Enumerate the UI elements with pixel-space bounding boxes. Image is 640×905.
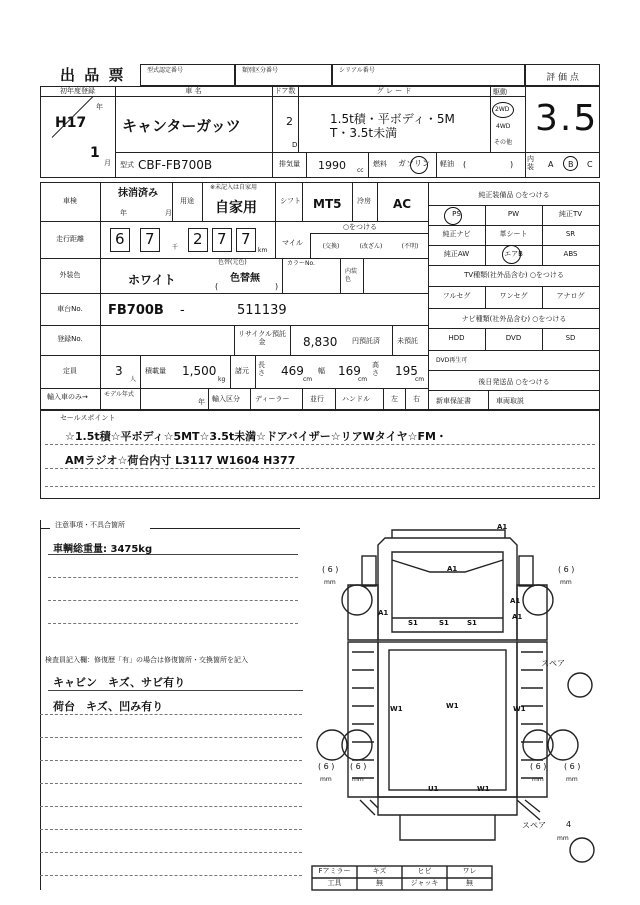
model-code: CBF-FB700B: [138, 158, 213, 172]
import-parallel: 並行: [310, 395, 324, 403]
drive-4wd: 4WD: [496, 123, 511, 130]
handle-label: ハンドル: [342, 395, 370, 403]
model-year-unit: 年: [198, 398, 205, 406]
reg-no-label: 登録No.: [57, 335, 83, 343]
damage-mark: W1: [477, 785, 490, 793]
notes-label: 注意事項・不具合箇所: [55, 521, 125, 529]
month-suffix: 月: [104, 159, 111, 167]
spare-size-bottom: 4: [566, 820, 572, 829]
fuel-gasoline: ガソリン: [398, 159, 430, 168]
legend-value: ジャッキ: [410, 879, 439, 887]
recycle-unpaid: 未預託: [397, 337, 418, 345]
tv-type-item: アナログ: [556, 292, 585, 300]
model-year-label: モデル年式: [104, 391, 134, 398]
tire-size: ( 6 ): [564, 762, 581, 771]
tire-unit: mm: [320, 776, 332, 783]
tire-size: ( 6 ): [350, 762, 367, 771]
legend-value: 無: [466, 879, 473, 887]
color-paren-close: ): [275, 282, 279, 291]
damage-mark: W1: [446, 702, 459, 710]
grade-line-1: 1.5t積・平ボディ・5M: [330, 112, 455, 126]
interior-c: C: [587, 160, 593, 169]
vehicle-name: キャンターガッツ: [122, 117, 241, 135]
load-label: 積載量: [145, 367, 166, 375]
serial-label: シリアル番号: [339, 67, 375, 74]
equipment-item: PW: [507, 210, 520, 218]
tire-size: ( 6 ): [558, 565, 575, 574]
damage-mark: S1: [408, 619, 418, 627]
sales-point-label: セールスポイント: [60, 414, 116, 422]
displacement-value: 1990: [318, 159, 346, 172]
grade-score-label: 評 価 点: [546, 73, 579, 83]
inspector-line-2: 荷台 キズ、凹み有り: [53, 700, 164, 713]
damage-mark: W1: [513, 705, 526, 713]
tv-type-item: フルセグ: [442, 292, 471, 300]
door-unit: D: [292, 141, 298, 149]
km-unit: km: [258, 247, 268, 254]
capacity-label: 定員: [63, 367, 77, 375]
interior-color-label: 内装色: [345, 268, 358, 283]
equipment-item: SR: [565, 230, 576, 238]
damage-mark: U1: [428, 785, 439, 793]
first-reg-year: H17: [55, 115, 87, 131]
tire-unit: mm: [352, 776, 364, 783]
legend-header: キズ: [372, 867, 387, 875]
spare-label-top: スペア: [541, 659, 565, 668]
later-title: 後日発送品 ○をつける: [478, 378, 550, 386]
type-cert-label: 型式認定番号: [147, 67, 184, 74]
capacity-unit: 人: [130, 376, 137, 383]
color-code-label: カラーNo.: [287, 260, 315, 267]
import-class-label: 輸入区分: [212, 395, 240, 403]
mileage-unknown: (不明): [401, 243, 419, 250]
class-label: 類別区分番号: [242, 67, 279, 74]
mileage-digit: 7: [241, 230, 251, 248]
tire-unit: mm: [324, 579, 336, 586]
tire-size: ( 6 ): [322, 565, 339, 574]
drive-2wd: 2WD: [495, 106, 510, 113]
length-label: 長さ: [258, 361, 265, 377]
tv-type-item: ワンセグ: [499, 292, 528, 300]
height-unit: cm: [415, 376, 425, 383]
grade-score: 3.5: [535, 98, 599, 139]
year-suffix: 年: [96, 103, 103, 111]
navi-type-item: HDD: [448, 334, 465, 342]
inspector-label: 検査員記入欄：修復歴「有」の場合は修復箇所・交換箇所を記入: [45, 656, 248, 664]
first-reg-label: 初年度登録: [60, 87, 95, 95]
import-label: 輸入車のみ→: [47, 393, 88, 401]
drive-other: その他: [494, 139, 513, 146]
capacity-value: 3: [115, 364, 123, 378]
first-reg-month: 1: [90, 145, 100, 161]
tire-size: ( 6 ): [318, 762, 335, 771]
equipment-item: 純正AW: [443, 250, 470, 258]
import-dealer: ディーラー: [255, 395, 290, 403]
exterior-label: 外装色: [59, 271, 81, 279]
mileage-label: 走行距離: [56, 235, 84, 243]
sales-point-line-1: ☆1.5t積☆平ボディ☆5MT☆3.5t未満☆ドアバイザー☆リアWタイヤ☆FM・: [65, 430, 447, 443]
legend-header: ワレ: [462, 867, 477, 875]
tire-unit: mm: [560, 579, 572, 586]
height-label: 高さ: [372, 361, 379, 377]
damage-mark: A1: [512, 613, 523, 621]
shaken-value: 抹消済み: [118, 188, 158, 199]
equipment-item: ABS: [563, 250, 578, 258]
color-change-label: 色替(元色): [218, 259, 247, 266]
width-label: 幅: [318, 367, 325, 375]
drive-label: 駆動: [493, 88, 507, 96]
shaken-month-label: 月: [165, 209, 172, 217]
handle-left: 左: [391, 395, 398, 403]
equipment-item: PS: [452, 210, 461, 218]
mileage-digit: 6: [115, 230, 125, 248]
tire-unit: mm: [566, 776, 578, 783]
equipment-item: 革シート: [499, 230, 528, 238]
usage-label: 用途: [180, 197, 194, 205]
mileage-digit: 2: [193, 230, 203, 248]
sales-point-line-2: AMラジオ☆荷台内寸 L3117 W1604 H377: [65, 454, 296, 467]
damage-mark: A1: [497, 523, 508, 531]
damage-mark: A1: [378, 609, 389, 617]
tire-unit: mm: [532, 776, 544, 783]
interior-b: B: [568, 160, 574, 169]
inspector-line-1: キャビン キズ、サビ有り: [53, 676, 186, 689]
own-note: ※未記入は自家用: [210, 184, 258, 191]
mileage-digit: 7: [145, 230, 155, 248]
equipment-item: 純正TV: [558, 210, 583, 218]
shift-value: MT5: [313, 197, 342, 211]
length-value: 469: [281, 364, 304, 378]
width-value: 169: [338, 364, 361, 378]
legend-value: 工具: [327, 879, 342, 887]
recycle-unit: 円預託済: [352, 337, 380, 345]
load-value: 1,500: [182, 364, 217, 378]
handle-right: 右: [413, 395, 420, 403]
load-unit: kg: [218, 376, 226, 383]
grade-label: グ レ ー ド: [376, 87, 412, 95]
shaken-year-label: 年: [120, 209, 127, 217]
model-label: 型式: [120, 161, 134, 169]
damage-mark: S1: [439, 619, 449, 627]
legend-value: 無: [376, 879, 383, 887]
chassis-dash: -: [180, 303, 185, 318]
damage-mark: W1: [390, 705, 403, 713]
door-count: 2: [286, 115, 293, 128]
dims-label: 諸元: [235, 367, 249, 375]
cc-unit: cc: [357, 167, 364, 174]
dvd-playback-label: DVD再生可: [436, 357, 468, 364]
width-unit: cm: [358, 376, 368, 383]
mileage-altered: (改ざん): [359, 243, 383, 250]
exterior-color: ホワイト: [128, 273, 176, 287]
mileage-digit: 7: [217, 230, 227, 248]
color-change-value: 色替無: [230, 273, 260, 284]
equipment-title: 純正装備品 ○をつける: [478, 191, 550, 199]
shift-label: シフト: [280, 197, 301, 205]
thousand-mark: 千: [172, 244, 179, 251]
navi-type-item: DVD: [505, 334, 522, 342]
mileage-circle-label: ○をつける: [342, 223, 378, 231]
recycle-value: 8,830: [303, 335, 338, 349]
chassis-prefix: FB700B: [108, 303, 164, 318]
ac-value: AC: [393, 197, 412, 211]
recycle-label: リサイクル預託金: [237, 330, 287, 346]
fuel-paren-close: ): [510, 160, 514, 169]
fuel-label: 燃料: [373, 160, 387, 168]
doors-label: ドア数: [274, 87, 296, 95]
length-unit: cm: [303, 376, 313, 383]
grade-line-2: T・3.5t未満: [330, 126, 398, 140]
interior-a: A: [548, 160, 554, 169]
vehicle-manual: 車両取説: [496, 397, 524, 405]
height-value: 195: [395, 364, 418, 378]
chassis-number: 511139: [237, 303, 287, 318]
navi-type-item: SD: [565, 334, 576, 342]
tv-title: TV種類(社外品含む) ○をつける: [464, 271, 564, 279]
damage-mark: A1: [447, 565, 458, 573]
legend-header: ヒビ: [417, 867, 432, 875]
fuel-diesel: 軽油: [440, 160, 454, 168]
name-label: 車 名: [185, 87, 202, 95]
equipment-item: 純正ナビ: [442, 230, 471, 238]
legend-header: Fアミラー: [318, 867, 351, 875]
tire-size: ( 6 ): [530, 762, 547, 771]
page-title: 出 品 票: [60, 66, 126, 84]
gross-vehicle-weight: 車輌総重量: 3475kg: [53, 544, 153, 555]
ac-label: 冷房: [357, 197, 371, 205]
spare-label-bottom: スペア: [522, 821, 546, 830]
spare-unit: mm: [557, 835, 569, 842]
shaken-label: 車検: [63, 197, 77, 205]
navi-title: ナビ種類(社外品含む) ○をつける: [461, 315, 567, 323]
fuel-paren-open: (: [463, 160, 467, 169]
mile-label: マイル: [282, 239, 303, 247]
usage-value: 自家用: [215, 200, 257, 216]
displacement-label: 排気量: [279, 160, 300, 168]
new-car-warranty: 新車保証書: [436, 397, 471, 405]
color-paren-open: (: [215, 282, 219, 291]
equipment-item: エアB: [504, 250, 523, 258]
chassis-label: 車台No.: [57, 305, 83, 313]
damage-mark: S1: [467, 619, 477, 627]
mileage-exchange: (交換): [322, 243, 340, 250]
interior-grade-label: 内装: [527, 155, 534, 171]
damage-mark: A1: [510, 597, 521, 605]
